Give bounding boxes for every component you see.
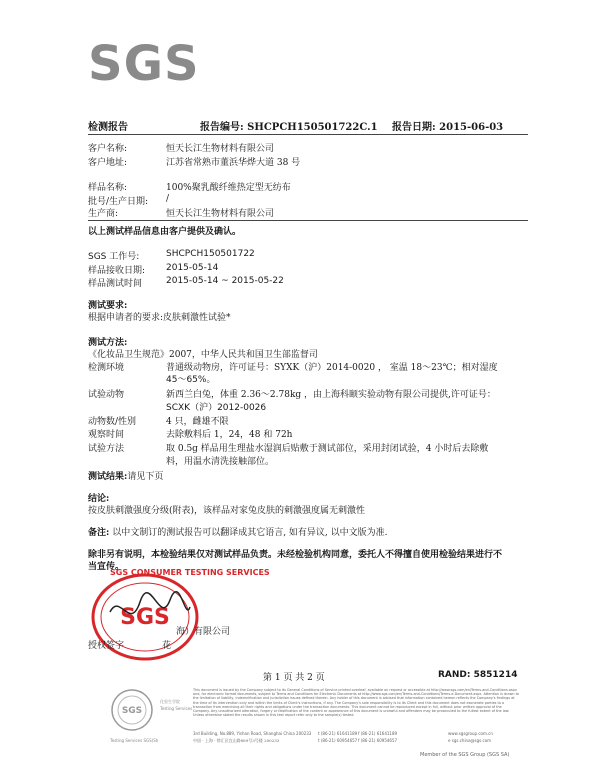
remark-row — [88, 525, 388, 538]
signatory-name: 花 — [162, 641, 172, 651]
client-name: 恒天长江生物材料有限公司 — [166, 144, 275, 154]
email: e sgs.china@sgs.com — [448, 738, 492, 743]
phone-2: t (86-21) 60954657 — [318, 738, 358, 743]
address-en: 3rd Building, No.889, Yishan Road, Shanghai China 200233 — [193, 731, 312, 736]
animal-count: 4 只，雌雄不限 — [166, 417, 229, 427]
page-number: 第 1 页 共 2 页 — [263, 673, 325, 683]
batch-label: 批号/生产日期: — [88, 197, 149, 207]
testing-services: Testing Services — [160, 706, 193, 711]
client-name-label: 客户名称: — [88, 144, 128, 154]
received-date-label: 样品接收日期: — [88, 266, 146, 276]
sample-name-label: 样品名称: — [88, 183, 128, 193]
header-divider — [88, 134, 528, 135]
client-info-note: 以上测试样品信息由客户提供及确认。 — [88, 227, 242, 237]
signing-company: 海）有限公司 — [176, 627, 231, 637]
remark-heading: 备注: — [88, 528, 110, 538]
requirements-heading: 测试要求: — [88, 301, 128, 311]
requirements-text: 根据申请者的要求:皮肤刺激性试验* — [88, 313, 231, 323]
report-number: 报告编号: SHCPCH150501722C.1 — [200, 122, 378, 133]
sample-name: 100%聚乳酸纤维热定型无纺布 — [166, 183, 291, 193]
manufacturer-label: 生产商: — [88, 209, 119, 219]
result-row — [88, 469, 163, 482]
result-text: 请见下页 — [127, 472, 164, 482]
rand-code: RAND: 5851214 — [438, 670, 518, 680]
report-title: 检测报告 — [88, 122, 128, 133]
animal-line1: 新西兰白兔，体重 2.36～2.78kg ，由上海科颐实验动物有限公司提供,许可证号： — [166, 390, 496, 400]
job-number: SHCPCH150501722 — [166, 249, 255, 259]
testing-services-seal — [110, 688, 154, 732]
client-address-label: 客户地址: — [88, 158, 128, 168]
animal-line2: SCXK（沪）2012-0026 — [166, 403, 267, 413]
fax-2: f (86-21) 60954657 — [358, 738, 398, 743]
conclusion-text: 按皮肤刺激强度分级(附表)，该样品对家兔皮肤的刺激强度属无刺激性 — [88, 506, 366, 516]
testing-services-partial: Testing Services SGS(Sh — [110, 738, 159, 743]
received-date: 2015-05-14 — [166, 263, 219, 273]
manufacturer: 恒天长江生物材料有限公司 — [166, 209, 275, 219]
environment-label: 检测环境 — [88, 363, 125, 373]
client-address: 江苏省常熟市董浜华烨大道 38 号 — [166, 158, 301, 168]
svg-text:SGS: SGS — [120, 605, 170, 630]
environment-line1: 普通级动物房，许可证号：SYXK（沪）2014-0020 ， 室温 18～23℃；相对湿度 — [166, 363, 498, 373]
disclaimer-line2: 当宣传。 — [88, 562, 125, 572]
procedure-line2: 料，用温水清洗接触部位。 — [166, 457, 275, 467]
testing-services-label: 化验生学院 — [160, 699, 180, 704]
method-standard: 《化妆品卫生规范》2007，中华人民共和国卫生部监督司 — [88, 350, 318, 360]
procedure-label: 试验方法 — [88, 444, 125, 454]
svg-text:SGS: SGS — [121, 706, 143, 716]
sample-divider — [88, 220, 528, 221]
result-heading: 测试结果: — [88, 472, 128, 482]
animal-label: 试验动物 — [88, 390, 125, 400]
observation-time: 去除敷料后 1，24，48 和 72h — [166, 430, 293, 440]
observation-label: 观察时间 — [88, 430, 125, 440]
conclusion-heading: 结论: — [88, 494, 110, 504]
environment-line2: 45～65%。 — [166, 375, 216, 385]
job-number-label: SGS 工作号: — [88, 252, 140, 262]
address-cn: 中国 · 上海 · 徐汇区宜山路889号3号楼 200233 — [193, 738, 280, 743]
animal-count-label: 动物数/性别 — [88, 417, 137, 427]
authorized-signatory-label: 授权签字 — [88, 641, 125, 651]
disclaimer-line1: 除非另有说明，本检验结果仅对测试样品负责。未经检验机构同意，委托人不得擅自使用检验结果进行不 — [88, 550, 503, 560]
remark-text: 以中文制订的测试报告可以翻译成其它语言, 如有异议, 以中文版为准. — [112, 528, 388, 538]
legal-text: This document is issued by the Company subject to its General Conditions of Service printed overleaf, available on request or accessible at http://www.sgs.com/en/Terms-and-Conditions.aspx and, for electronic format documents, subject to Terms and Conditions for Electronic Documents at http://www.sgs.com/en/Terms-and-Conditions/Terms-e-Document.aspx. Attention is drawn to the limitation of liability, indemnification and jurisdiction issues defined therein. Any holder of this document is advised that information contained hereon reflects the Company's findings at the time of its intervention only and within the limits of Client's instructions, if any. The Company's sole responsibility is to its Client and this document does not exonerate parties to a transaction from exercising all their rights and obligations under the transaction documents. This document cannot be reproduced except in full, without prior written approval of the Company. Any unauthorized alteration, forgery or falsification of the content or appearance of this document is unlawful and offenders may be prosecuted to the fullest extent of the law. Unless otherwise stated the results shown in this test report refer only to the sample(s) tested. — [193, 688, 519, 718]
method-heading: 测试方法: — [88, 338, 128, 348]
batch-value: / — [166, 194, 170, 204]
stamp-text: SGS CONSUMER TESTING SERVICES — [110, 568, 270, 577]
fax-1: f (86-21) 61641189 — [358, 731, 398, 736]
report-date: 报告日期: 2015-06-03 — [392, 122, 504, 133]
sgs-logo: SGS — [88, 36, 200, 92]
website: www.sgsgroup.com.cn — [448, 731, 493, 736]
procedure-line1: 取 0.5g 样品用生理盐水湿润后贴敷于测试部位，采用封闭试验，4 小时后去除敷 — [166, 444, 489, 454]
member-of-sgs: Member of the SGS Group (SGS SA) — [420, 752, 510, 758]
test-period-label: 样品测试时间 — [88, 279, 143, 289]
phone-1: t (86-21) 61641189 — [318, 731, 358, 736]
test-period: 2015-05-14 ~ 2015-05-22 — [166, 276, 284, 286]
